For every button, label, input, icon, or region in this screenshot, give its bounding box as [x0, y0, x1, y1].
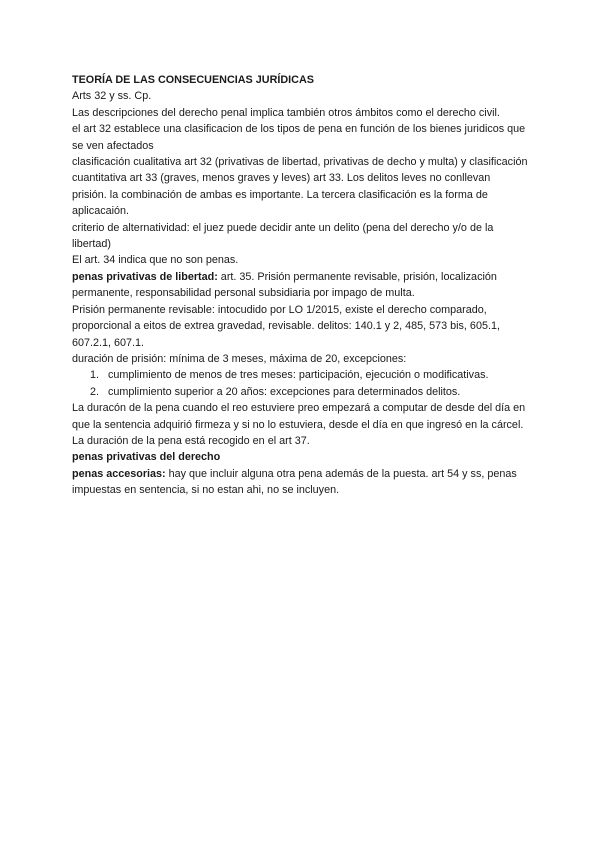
document-title: TEORÍA DE LAS CONSECUENCIAS JURÍDICAS: [72, 74, 314, 86]
heading-privativas-libertad: penas privativas de libertad:: [72, 270, 218, 283]
paragraph-alternatividad: criterio de alternatividad: el juez puede decidir ante un delito (pena del derecho y/o de la libertad): [72, 221, 494, 251]
list-item: [72, 384, 528, 400]
paragraph-duracion-pena: La duracón de la pena cuando el reo estuviere preo empezará a computar de desde del día en que la sentencia adquirió firmeza y si no lo estuviera, desde el día en que ingresó en la cárcel. La duración de la pena está recogido en el art 37.: [72, 402, 526, 447]
document-body: [72, 72, 528, 499]
list-item-number: 1.: [90, 369, 100, 382]
paragraph-art34: El art. 34 indica que no son penas.: [72, 254, 239, 267]
paragraph-accesorias: [72, 466, 528, 499]
paragraph-prision-permanente: Prisión permanente revisable: intocudido por LO 1/2015, existe el derecho comparado, proporcional a eitos de extrea gravedad, revisable. delitos: 140.1 y 2, 485, 573 bis, 605.1, 607.2.1, 607.1.: [72, 303, 500, 349]
list-item-text: cumplimiento superior a 20 años: excepciones para determinados delitos.: [108, 385, 461, 398]
list-item: [72, 367, 528, 383]
heading-privativas-derecho: [72, 449, 528, 465]
list-item-number: 2.: [90, 385, 100, 398]
heading-accesorias: penas accesorias:: [72, 467, 166, 480]
paragraph-classification: clasificación cualitativa art 32 (privativas de libertad, privativas de decho y multa) y clasificación cuantitativa art 33 (graves, menos graves y leves) art 33. Los delitos leves no conllevan prisión. la combinación de ambas es importante. La tercera clasificación es la forma de aplicacaión.: [72, 156, 528, 218]
exceptions-list: [72, 367, 528, 400]
paragraph-duracion-prision: duración de prisión: mínima de 3 meses, máxima de 20, excepciones:: [72, 352, 407, 365]
paragraph-articles: Arts 32 y ss. Cp.: [72, 90, 152, 103]
text-accesorias: hay que incluir alguna otra pena además de la puesta. art 54 y ss, penas impuestas en sentencia, si no estan ahi, no se incluyen.: [72, 467, 517, 497]
paragraph-art32: el art 32 establece una clasificacion de los tipos de pena en función de los bienes juridicos que se ven afectados: [72, 123, 526, 152]
paragraph-privativas-libertad: [72, 269, 528, 302]
heading-privativas-derecho-text: penas privativas del derecho: [72, 451, 221, 464]
paragraph-descriptions: Las descripciones del derecho penal implica también otros ámbitos como el derecho civil.: [72, 106, 500, 119]
text-privativas-libertad: art. 35. Prisión permanente revisable, prisión, localización permanente, responsabilidad personal subsidiaria por impago de multa.: [72, 270, 497, 300]
list-item-text: cumplimiento de menos de tres meses: participación, ejecución o modificativas.: [108, 369, 489, 382]
